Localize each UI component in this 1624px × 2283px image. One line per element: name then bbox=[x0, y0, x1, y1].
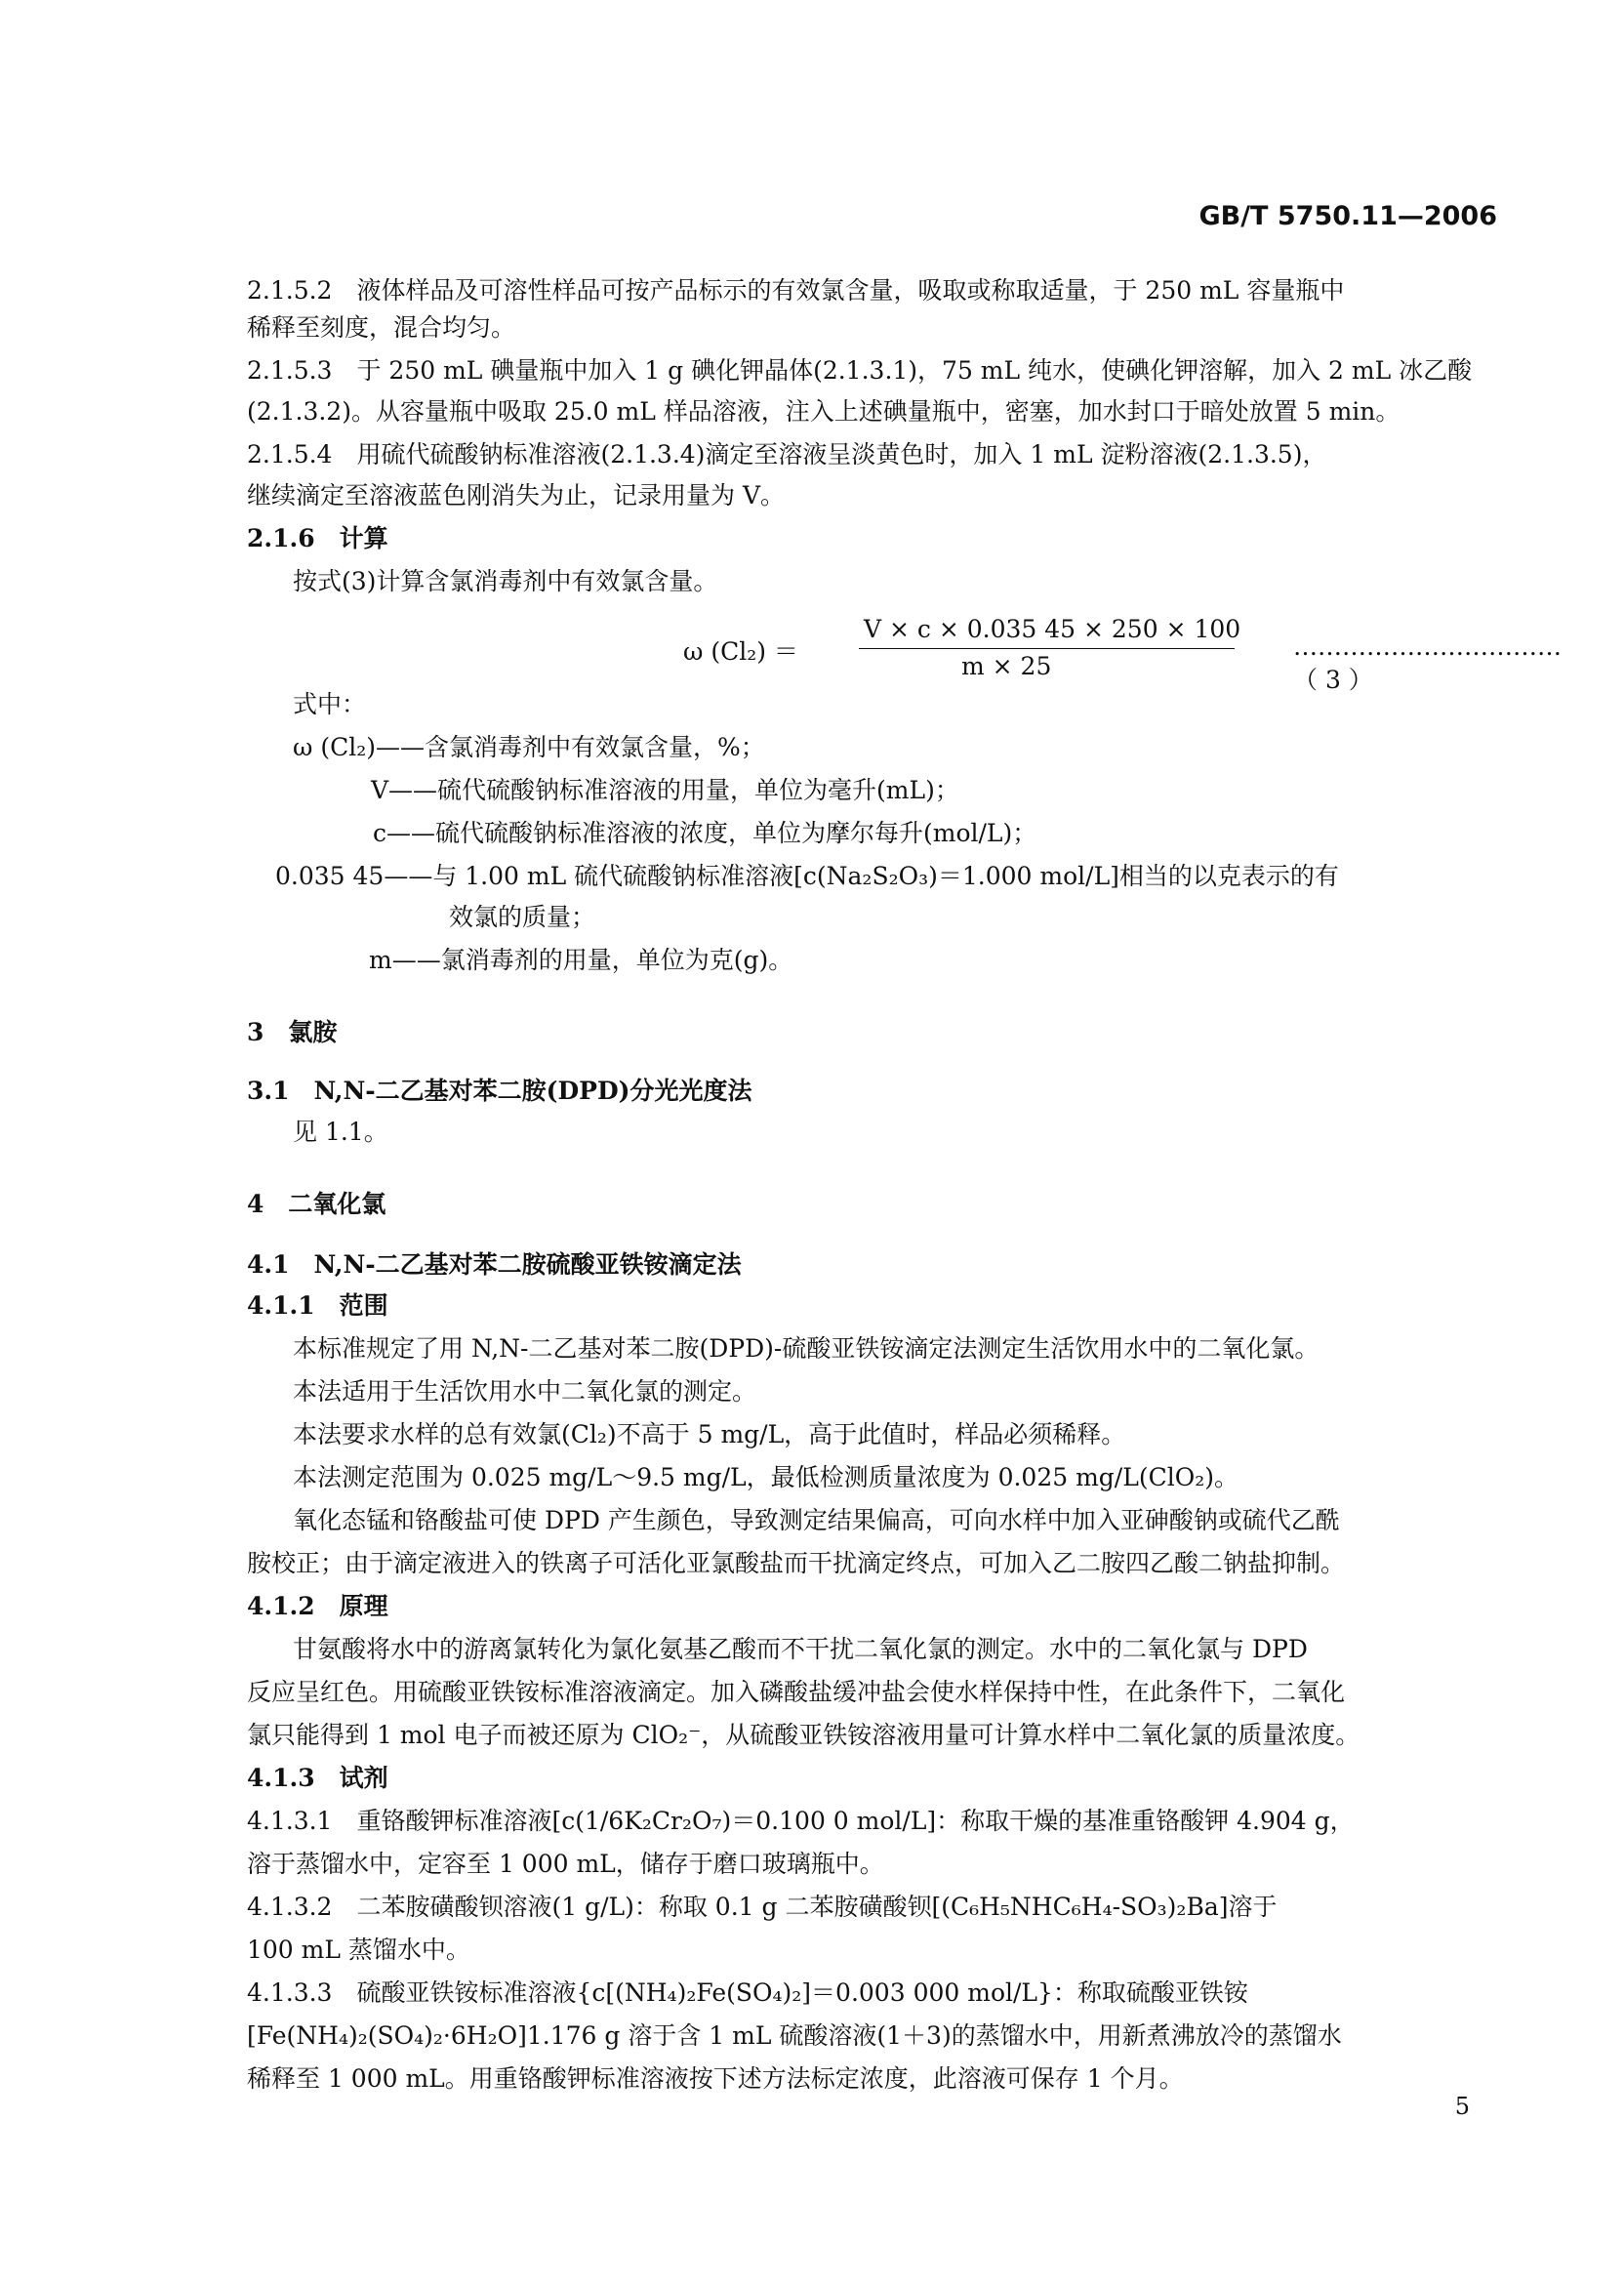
text-line: 继续滴定至溶液蓝色刚消失为止，记录用量为 V。 bbox=[247, 481, 786, 510]
formula-numerator: V × c × 0.035 45 × 250 × 100 bbox=[864, 615, 1241, 643]
text-line: 效氯的质量； bbox=[449, 903, 596, 931]
text-line: 稀释至刻度，混合均匀。 bbox=[247, 313, 516, 342]
text-line: [Fe(NH₄)₂(SO₄)₂·6H₂O]1.176 g 溶于含 1 mL 硫酸溶液(1＋3)的蒸馏水中，用新煮沸放冷的蒸馏水 bbox=[247, 2021, 1342, 2050]
chapter-heading: 3 氯胺 bbox=[247, 1018, 338, 1046]
formula-denominator: m × 25 bbox=[961, 652, 1052, 680]
text-line: 本标准规定了用 N,N-二乙基对苯二胺(DPD)-硫酸亚铁铵滴定法测定生活饮用水中的二氧化氯。 bbox=[293, 1334, 1320, 1363]
text-line: 稀释至 1 000 mL。用重铬酸钾标准溶液按下述方法标定浓度，此溶液可保存 1 个月。 bbox=[247, 2064, 1184, 2093]
text-line: 100 mL 蒸馏水中。 bbox=[247, 1936, 470, 1964]
section-heading: 4.1.2 原理 bbox=[247, 1592, 388, 1620]
text-line: 按式(3)计算含氯消毒剂中有效氯含量。 bbox=[293, 567, 718, 595]
symbol-definition: m——氯消毒剂的用量，单位为克(g)。 bbox=[369, 946, 793, 974]
section-heading: 4.1.1 范围 bbox=[247, 1291, 388, 1320]
text-line: 甘氨酸将水中的游离氯转化为氯化氨基乙酸而不干扰二氧化氯的测定。水中的二氧化氯与 DPD bbox=[293, 1635, 1308, 1663]
section-heading: 3.1 N,N-二乙基对苯二胺(DPD)分光光度法 bbox=[247, 1077, 752, 1105]
text-line: 胺校正；由于滴定液进入的铁离子可活化亚氯酸盐而干扰滴定终点，可加入乙二胺四乙酸二钠盐抑制。 bbox=[247, 1549, 1346, 1577]
text-line: 4.1.3.1 重铬酸钾标准溶液[c(1/6K₂Cr₂O₇)＝0.100 0 mol/L]：称取干燥的基准重铬酸钾 4.904 g， bbox=[247, 1807, 1355, 1835]
fraction-bar bbox=[859, 648, 1235, 649]
text-line: 氯只能得到 1 mol 电子而被还原为 ClO₂⁻，从硫酸亚铁铵溶液用量可计算水样中二氧化氯的质量浓度。 bbox=[247, 1721, 1360, 1749]
formula-3 bbox=[683, 615, 1562, 694]
text-line: (2.1.3.2)。从容量瓶中吸取 25.0 mL 样品溶液，注入上述碘量瓶中，密塞，加水封口于暗处放置 5 min。 bbox=[247, 397, 1401, 426]
text-line: 式中： bbox=[293, 690, 367, 718]
symbol-definition: c——硫代硫酸钠标准溶液的浓度，单位为摩尔每升(mol/L)； bbox=[373, 819, 1037, 847]
symbol-definition: V——硫代硫酸钠标准溶液的用量，单位为毫升(mL)； bbox=[371, 776, 959, 804]
text-line: 2.1.5.2 液体样品及可溶性样品可按产品标示的有效氯含量，吸取或称取适量，于 250 mL 容量瓶中 bbox=[247, 276, 1345, 305]
formula-lhs: ω (Cl₂) ＝ bbox=[683, 637, 798, 666]
standard-number: GB/T 5750.11—2006 bbox=[1198, 201, 1497, 231]
text-line: 2.1.5.4 用硫代硫酸钠标准溶液(2.1.3.4)滴定至溶液呈淡黄色时，加入 1 mL 淀粉溶液(2.1.3.5)， bbox=[247, 440, 1327, 469]
text-line: 见 1.1。 bbox=[293, 1118, 388, 1146]
section-heading: 2.1.6 计算 bbox=[247, 524, 388, 552]
text-line: 本法适用于生活饮用水中二氧化氯的测定。 bbox=[293, 1377, 757, 1406]
text-line: 氧化态锰和铬酸盐可使 DPD 产生颜色，导致测定结果偏高，可向水样中加入亚砷酸钠或硫代乙酰 bbox=[293, 1506, 1340, 1534]
page-number: 5 bbox=[1454, 2093, 1470, 2120]
text-line: 4.1.3.3 硫酸亚铁铵标准溶液{c[(NH₄)₂Fe(SO₄)₂]＝0.003 000 mol/L}：称取硫酸亚铁铵 bbox=[247, 1978, 1248, 2007]
section-heading: 4.1.3 试剂 bbox=[247, 1764, 388, 1792]
symbol-definition: ω (Cl₂)——含氯消毒剂中有效氯含量，%； bbox=[293, 733, 765, 761]
formula-number: ……………………………（ 3 ） bbox=[1293, 632, 1562, 694]
text-line: 2.1.5.3 于 250 mL 碘量瓶中加入 1 g 碘化钾晶体(2.1.3.1)，75 mL 纯水，使碘化钾溶解，加入 2 mL 冰乙酸 bbox=[247, 356, 1473, 385]
symbol-definition: 0.035 45——与 1.00 mL 硫代硫酸钠标准溶液[c(Na₂S₂O₃)＝1.000 mol/L]相当的以克表示的有 bbox=[275, 862, 1339, 890]
text-line: 反应呈红色。用硫酸亚铁铵标准溶液滴定。加入磷酸盐缓冲盐会使水样保持中性，在此条件下，二氧化 bbox=[247, 1678, 1346, 1706]
section-heading: 4.1 N,N-二乙基对苯二胺硫酸亚铁铵滴定法 bbox=[247, 1250, 742, 1279]
chapter-heading: 4 二氧化氯 bbox=[247, 1190, 386, 1218]
text-line: 溶于蒸馏水中，定容至 1 000 mL，储存于磨口玻璃瓶中。 bbox=[247, 1850, 884, 1878]
text-line: 本法要求水样的总有效氯(Cl₂)不高于 5 mg/L，高于此值时，样品必须稀释。 bbox=[293, 1420, 1126, 1448]
text-line: 4.1.3.2 二苯胺磺酸钡溶液(1 g/L)：称取 0.1 g 二苯胺磺酸钡[(C₆H₅NHC₆H₄-SO₃)₂Ba]溶于 bbox=[247, 1893, 1278, 1921]
text-line: 本法测定范围为 0.025 mg/L～9.5 mg/L，最低检测质量浓度为 0.025 mg/L(ClO₂)。 bbox=[293, 1463, 1238, 1491]
